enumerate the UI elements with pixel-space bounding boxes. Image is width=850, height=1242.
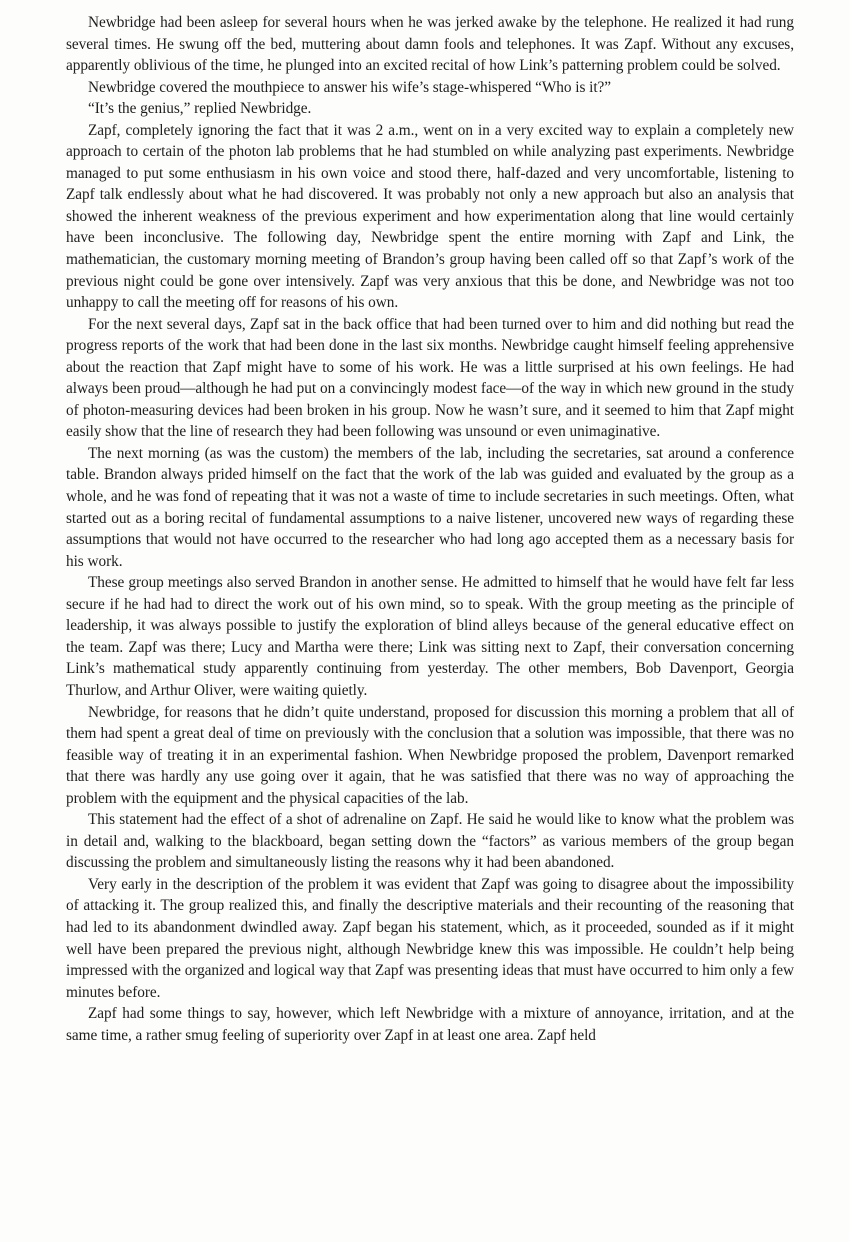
paragraph-2: Newbridge covered the mouthpiece to answer his wife’s stage-whispered “Who is it?” [88,78,612,96]
paragraph-6: The next morning (as was the custom) the members of the lab, including the secretaries, sat around a conference table. Brandon always prided himself on the fact that the work of the lab was guided and evaluated by the group as a whole, and he was fond of repeating that it was not a waste of time to include secretaries in such meetings. Often, what started out as a boring recital of fundamental assumptions to a naive listener, uncovered new ways of regarding these assumptions that would not have occurred to the researcher who had long ago accepted them as a necessary basis for his work. [66,444,794,570]
paragraph-10: Very early in the description of the problem it was evident that Zapf was going to disagree about the impossibility of attacking it. The group realized this, and finally the descriptive materials and their recounting of the reasoning that had led to its abandonment dwindled away. Zapf began his statement, which, as it proceeded, sounded as if it might well have been prepared the previous night, although Newbridge knew this was impossible. He couldn’t help being impressed with the organized and logical way that Zapf was presenting ideas that must have occurred to him only a few minutes before. [66,875,794,1001]
paragraph-1: Newbridge had been asleep for several hours when he was jerked awake by the telephone. He realized it had rung several times. He swung off the bed, muttering about damn fools and telephones. It was Zapf. Without any excuses, apparently oblivious of the time, he plunged into an excited recital of how Link’s patterning problem could be solved. [66,14,794,75]
paragraph-7: These group meetings also served Brandon in another sense. He admitted to himself that he would have felt far less secure if he had had to direct the work out of his own mind, so to speak. With the group meeting as the principle of leadership, it was always possible to justify the exploration of blind alleys because of the general educative effect on the team. Zapf was there; Lucy and Martha were there; Link was sitting next to Zapf, their conversation concerning Link’s mathematical study apparently continuing from yesterday. The other members, Bob Davenport, Georgia Thurlow, and Arthur Oliver, were waiting quietly. [66,574,794,699]
paragraph-3: “It’s the genius,” replied Newbridge. [88,100,312,118]
body-text [66,12,794,1046]
paragraph-9: This statement had the effect of a shot of adrenaline on Zapf. He said he would like to know what the problem was in detail and, walking to the blackboard, began setting down the “factors” as various members of the group began discussing the problem and simultaneously listing the reasons why it had been abandoned. [66,811,794,872]
paragraph-4: Zapf, completely ignoring the fact that it was 2 a.m., went on in a very excited way to explain a completely new approach to certain of the photon lab problems that he had stumbled on while analyzing past experiments. Newbridge managed to put some enthusiasm in his own voice and stood there, half-dazed and very uncomfortable, listening to Zapf talk endlessly about what he had discovered. It was probably not only a new approach but also an analysis that showed the inherent weakness of the previous experiment and how experimentation along that line would certainly have been inconclusive. The following day, Newbridge spent the entire morning with Zapf and Link, the mathematician, the customary morning meeting of Brandon’s group having been called off so that Zapf’s work of the previous night could be gone over intensively. Zapf was very anxious that this be done, and Newbridge was not too unhappy to call the meeting off for reasons of his own. [66,121,794,312]
paragraph-11: Zapf had some things to say, however, which left Newbridge with a mixture of annoyance, irritation, and at the same time, a rather smug feeling of superiority over Zapf in at least one area. Zapf held [66,1005,794,1044]
paragraph-8: Newbridge, for reasons that he didn’t quite understand, proposed for discussion this morning a problem that all of them had spent a great deal of time on previously with the conclusion that a solution was impossible, that there was no feasible way of treating it in an experimental fashion. When Newbridge proposed the problem, Davenport remarked that there was hardly any use going over it again, that he was satisfied that there was no way of approaching the problem with the equipment and the physical capacities of the lab. [66,703,794,807]
paragraph-5: For the next several days, Zapf sat in the back office that had been turned over to him and did nothing but read the progress reports of the work that had been done in the last six months. Newbridge caught himself feeling apprehensive about the reaction that Zapf might have to some of his work. He was a little surprised at his own feelings. He had always been proud—although he had put on a convincingly modest face—of the way in which new ground in the study of photon-measuring devices had been broken in his group. Now he wasn’t sure, and it seemed to him that Zapf might easily show that the line of research they had been following was unsound or even unimaginative. [66,315,794,441]
